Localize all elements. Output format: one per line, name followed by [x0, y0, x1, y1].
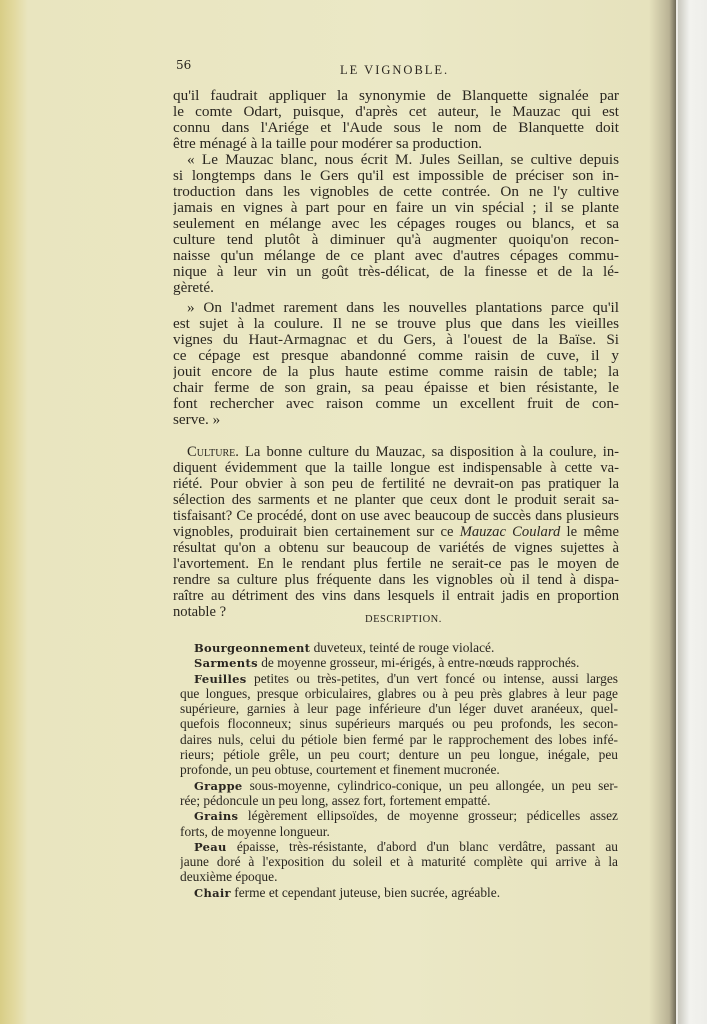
next-page-edge [678, 0, 707, 1024]
text-line: notable ? [173, 604, 227, 620]
text-line [180, 671, 618, 686]
text-line: ce cépage est presque abandonné comme raisin de cuve, il y [173, 348, 619, 364]
quote-paragraph-2 [173, 152, 619, 296]
text-line [173, 524, 619, 540]
text-span: duveteux, teinté de rouge violacé. [310, 640, 495, 655]
text-line: être ménagé à la taille pour modérer sa production. [173, 136, 483, 152]
text-line: » On l'admet rarement dans les nouvelles plantations parce qu'il [187, 300, 619, 316]
term-label: Grappe [194, 778, 243, 793]
description-item [180, 655, 618, 670]
text-line: qu'il faudrait appliquer la synonymie de Blanquette signalée par [173, 88, 619, 104]
text-line: deuxième époque. [180, 869, 278, 885]
text-line: l'avortement. En le rendant plus fertile ne serait-ce pas le moyen de [173, 556, 619, 572]
text-span: petites ou très-petites, d'un vert foncé ou intense, aussi larges [246, 670, 618, 686]
text-line [180, 778, 618, 793]
text-line: font rechercher avec raison comme un excellent fruit de con- [173, 396, 619, 412]
description-item [180, 839, 618, 885]
text-line: que longues, presque orbiculaires, glabres ou à peu près glabres à leur page [180, 685, 618, 701]
text-line: connu dans l'Ariége et l'Aude sous le nom de Blanquette doit [173, 120, 619, 136]
text-line: résultat qu'on a obtenu sur beaucoup de variétés de vignes sujettes à [173, 540, 619, 556]
text-span: ferme et cependant juteuse, bien sucrée, agréable. [230, 884, 501, 900]
text-span: La bonne culture du Mauzac, sa disposition à la coulure, in- [245, 444, 619, 460]
text-span: de moyenne grosseur, mi-érigés, à entre-nœuds rapprochés. [257, 655, 580, 671]
text-line: rieurs; pétiole grêle, un peu court; denture un peu longue, inégale, peu [180, 747, 618, 763]
text-line: forts, de moyenne longueur. [180, 823, 330, 839]
text-span: épaisse, très-résistante, d'abord d'un blanc verdâtre, passant au [226, 838, 618, 854]
text-line [180, 839, 618, 854]
text-line [180, 885, 618, 900]
text-line: sélection des sarments et ne planter que ceux dont le produit serait sa- [173, 492, 619, 508]
text-line [180, 640, 618, 655]
text-line: jamais en vignes à part pour en faire un vin spécial ; il se plante [173, 200, 619, 216]
text-line: nique à leur vin un goût très-délicat, de la finesse et de la lé- [173, 264, 619, 280]
text-line: jaune doré à l'exposition du soleil et à maturité complète qui arrive à la [180, 854, 618, 870]
text-line: diquent évidemment que la taille longue est indispensable à cette va- [173, 460, 619, 476]
text-line: quefois floconneux; sinus supérieurs marqués ou peu profonds, les secon- [180, 716, 618, 732]
term-label: Chair [194, 885, 231, 900]
term-label: Bourgeonnement [194, 641, 311, 655]
text-line: rendre sa culture plus fréquente dans les vignobles où il tend à dispa- [173, 572, 619, 588]
text-span: sous-moyenne, cylindrico-conique, un peu allongée, un peu ser- [242, 777, 618, 793]
text-line: troduction dans les vignobles de cette contrée. On ne l'y cultive [173, 184, 619, 200]
term-label: Peau [194, 839, 227, 854]
term-label: Grains [194, 809, 239, 824]
text-span: le même [560, 524, 619, 540]
text-line: chair ferme de son grain, sa peau épaisse et bien résistante, le [173, 380, 619, 396]
text-line: tisfaisant? Ce procédé, dont on use avec beaucoup de succès dans plusieurs [173, 508, 619, 524]
description-item [180, 640, 618, 655]
description-item [180, 671, 618, 778]
text-span: légèrement ellipsoïdes, de moyenne grosseur; pédicelles assez [238, 808, 618, 824]
text-line: serve. » [173, 412, 221, 428]
description-item [180, 778, 618, 809]
text-line: le comte Odart, puisque, d'après cet auteur, le Mauzac qui est [173, 104, 619, 120]
quote-paragraph-3 [173, 300, 619, 428]
description-item [180, 808, 618, 839]
text-line: seulement en mélange avec les cépages rouges ou blancs, et sa [173, 216, 619, 232]
text-line: jouit encore de la plus haute estime comme raisin de table; la [173, 364, 619, 380]
running-title: LE VIGNOBLE. [340, 63, 450, 77]
text-line: raître au détriment des vins dans lesquels il entrait jadis en proportion [173, 588, 619, 604]
page-number: 56 [176, 58, 192, 72]
text-line: rée; pédoncule un peu long, assez fort, fortement empatté. [180, 792, 491, 808]
text-line: gèreté. [173, 280, 214, 296]
text-line: est sujet à la coulure. Il ne se trouve plus que dans les vieilles [173, 316, 619, 332]
text-line: « Le Mauzac blanc, nous écrit M. Jules Seillan, se cultive depuis [187, 152, 619, 168]
term-label: Feuilles [194, 671, 247, 686]
text-line [180, 655, 618, 670]
term-label: Sarments [194, 656, 258, 671]
text-line [180, 808, 618, 823]
text-line: daires nuls, celui du pétiole bien fermé par le rapprochement des lobes infé- [180, 731, 618, 747]
text-line: vignes du Haut-Armagnac et du Gers, à l'ouest de la Baïse. Si [173, 332, 619, 348]
description-list [180, 640, 618, 900]
text-line: profonde, un peu obtuse, courtement et finement mucronée. [180, 762, 500, 778]
text-line: supérieure, garnies à leur page inférieure d'un léger duvet aranéeux, quel- [180, 701, 618, 717]
text-line: culture tend plutôt à diminuer qu'à augmenter quoiqu'on recon- [173, 232, 619, 248]
text-line [173, 444, 619, 460]
quote-paragraph-1 [173, 88, 619, 152]
text-span: vignobles, produirait bien certainement sur ce [173, 524, 460, 540]
description-heading: DESCRIPTION. [365, 614, 442, 625]
italic-text: Mauzac Coulard [459, 524, 561, 540]
description-item [180, 885, 618, 900]
section-label: Culture. [187, 444, 246, 460]
culture-paragraph [173, 444, 619, 620]
text-line: si longtemps dans le Gers qu'il est impossible de préciser son in- [173, 168, 619, 184]
text-line: riété. Pour obvier à son peu de fertilité ne devrait-on pas pratiquer la [173, 476, 619, 492]
text-line: naisse qu'un mélange de ce plant avec d'autres cépages commu- [173, 248, 619, 264]
